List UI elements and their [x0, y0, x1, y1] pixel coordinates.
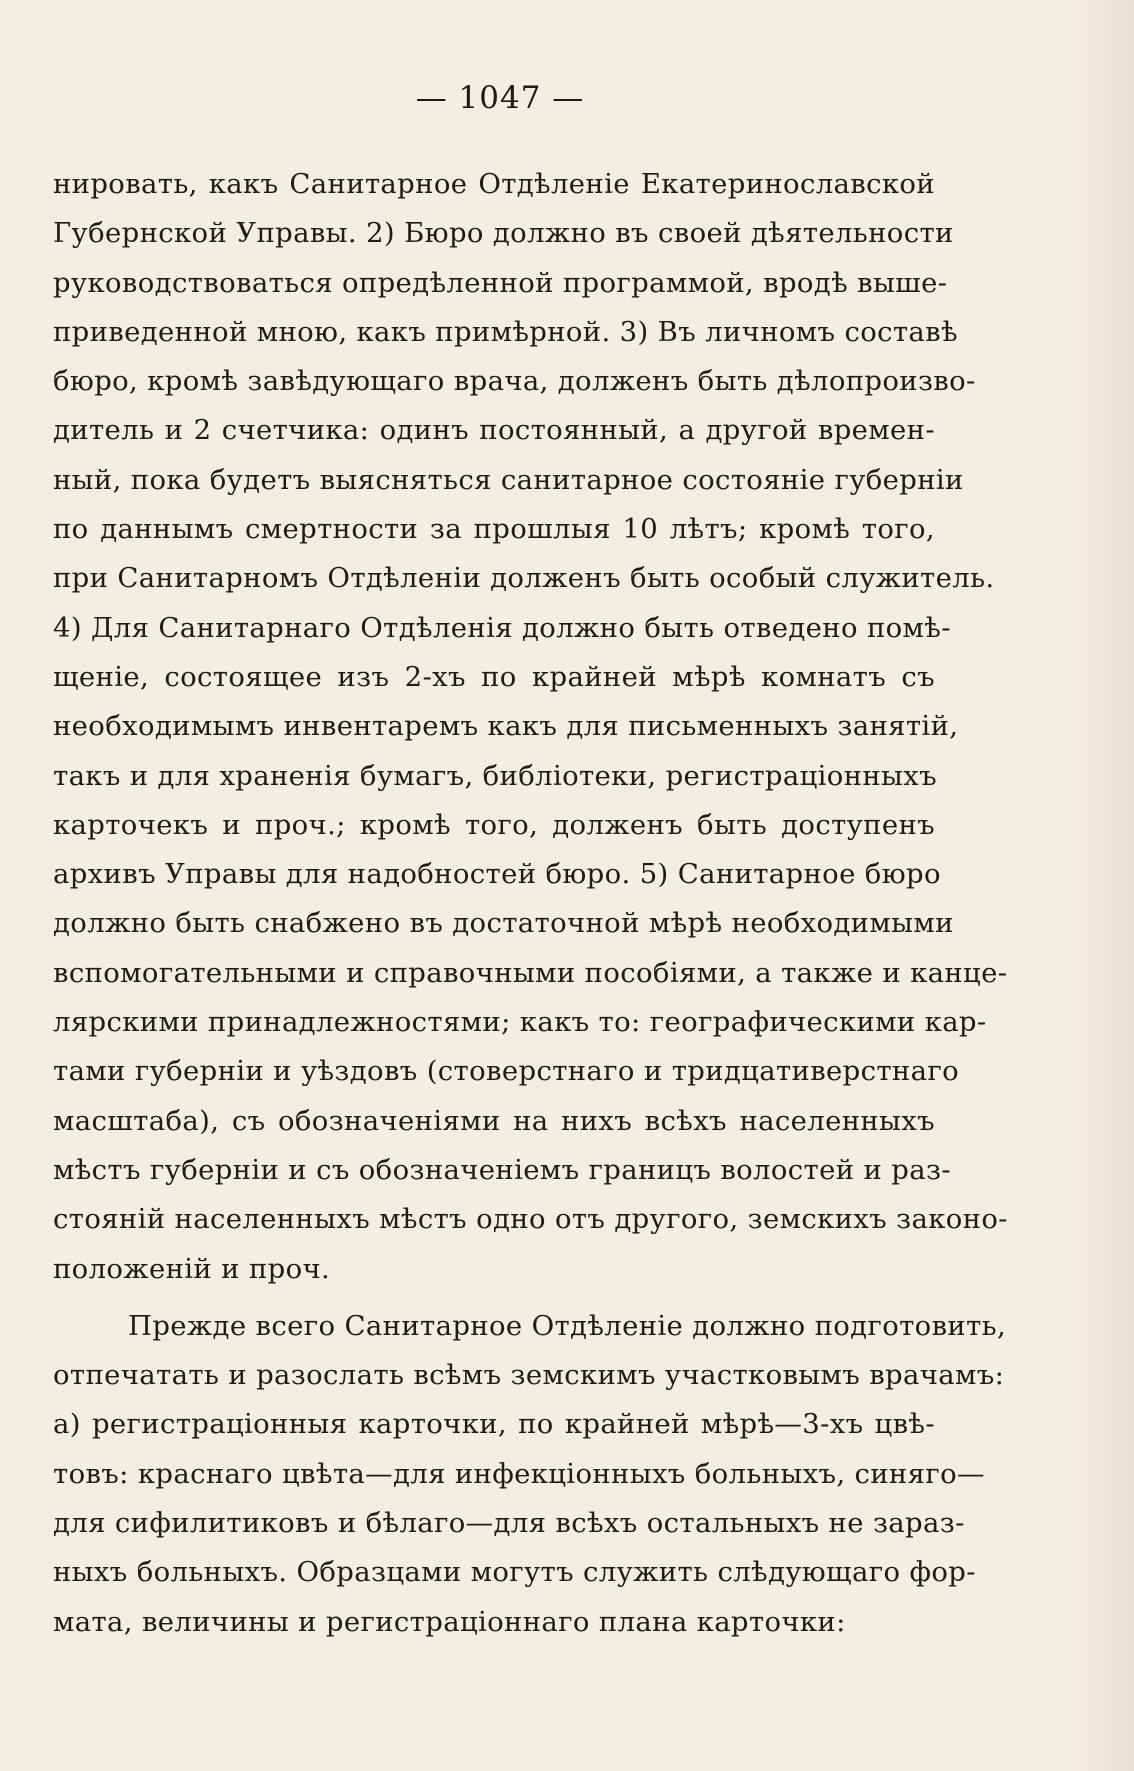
- page-number: — 1047 —: [415, 80, 585, 116]
- text-line: лярскими принадлежностями; какъ то: географическими кар-: [53, 1006, 987, 1039]
- text-line: дитель и 2 счетчика: одинъ постоянный, а другой времен-: [53, 414, 935, 447]
- text-line: такъ и для храненія бумагъ, библіотеки, регистраціонныхъ: [53, 759, 937, 792]
- text-line: 4) Для Санитарнаго Отдѣленія должно быть отведено помѣ-: [53, 611, 951, 644]
- text-line: отпечатать и разослать всѣмъ земскимъ участковымъ врачамъ:: [53, 1359, 1005, 1392]
- text-line: при Санитарномъ Отдѣленіи долженъ быть особый служитель.: [53, 562, 995, 595]
- paragraph-2: [53, 1302, 1007, 1647]
- text-line: архивъ Управы для надобностей бюро. 5) Санитарное бюро: [53, 858, 941, 891]
- text-line: ный, пока будетъ выясняться санитарное состояніе губерніи: [53, 463, 964, 496]
- text-line: бюро, кромѣ завѣдующаго врача, долженъ быть дѣлопроизво-: [53, 365, 976, 398]
- text-line: положеній и проч.: [53, 1252, 331, 1285]
- text-line: карточекъ и проч.; кромѣ того, долженъ быть доступенъ: [53, 808, 935, 841]
- text-line: щеніе, состоящее изъ 2-хъ по крайней мѣрѣ комнатъ съ: [53, 660, 935, 693]
- text-line: ныхъ больныхъ. Образцами могутъ служить слѣдующаго фор-: [53, 1556, 976, 1589]
- text-line: для сифилитиковъ и бѣлаго—для всѣхъ остальныхъ не зараз-: [53, 1507, 965, 1540]
- text-line: товъ: краснаго цвѣта—для инфекціонныхъ больныхъ, синяго—: [53, 1457, 985, 1490]
- text-line: Прежде всего Санитарное Отдѣленіе должно подготовить,: [128, 1309, 1007, 1342]
- text-line: руководствоваться опредѣленной программой, вродѣ выше-: [53, 266, 948, 299]
- body-text: [53, 160, 1008, 1647]
- text-line: а) регистраціонныя карточки, по крайней мѣрѣ—3-хъ цвѣ-: [53, 1408, 935, 1441]
- text-line: стояній населенныхъ мѣстъ одно отъ другого, земскихъ законо-: [53, 1203, 1008, 1236]
- text-line: нировать, какъ Санитарное Отдѣленіе Екатеринославской: [53, 168, 935, 200]
- text-line: вспомогательными и справочными пособіями, а также и канце-: [53, 956, 1008, 989]
- text-line: мата, величины и регистраціоннаго плана карточки:: [53, 1605, 846, 1638]
- text-line: должно быть снабжено въ достаточной мѣрѣ необходимыми: [53, 907, 954, 940]
- text-line: Губернской Управы. 2) Бюро должно въ своей дѣятельности: [53, 217, 954, 250]
- text-line: необходимымъ инвентаремъ какъ для письменныхъ занятій,: [53, 710, 959, 743]
- text-line: мѣстъ губерніи и съ обозначеніемъ границъ волостей и раз-: [53, 1153, 951, 1186]
- paragraph-gap: [53, 1294, 935, 1302]
- text-line: по даннымъ смертности за прошлыя 10 лѣтъ; кромѣ того,: [53, 513, 935, 546]
- text-line: масштаба), съ обозначеніями на нихъ всѣхъ населенныхъ: [53, 1104, 935, 1137]
- text-line: приведенной мною, какъ примѣрной. 3) Въ личномъ составѣ: [53, 315, 958, 348]
- page-edge-shadow: [1074, 0, 1134, 1771]
- paragraph-1: [53, 160, 1008, 1294]
- text-line: тами губерніи и уѣздовъ (стоверстнаго и тридцативерстнаго: [53, 1055, 960, 1088]
